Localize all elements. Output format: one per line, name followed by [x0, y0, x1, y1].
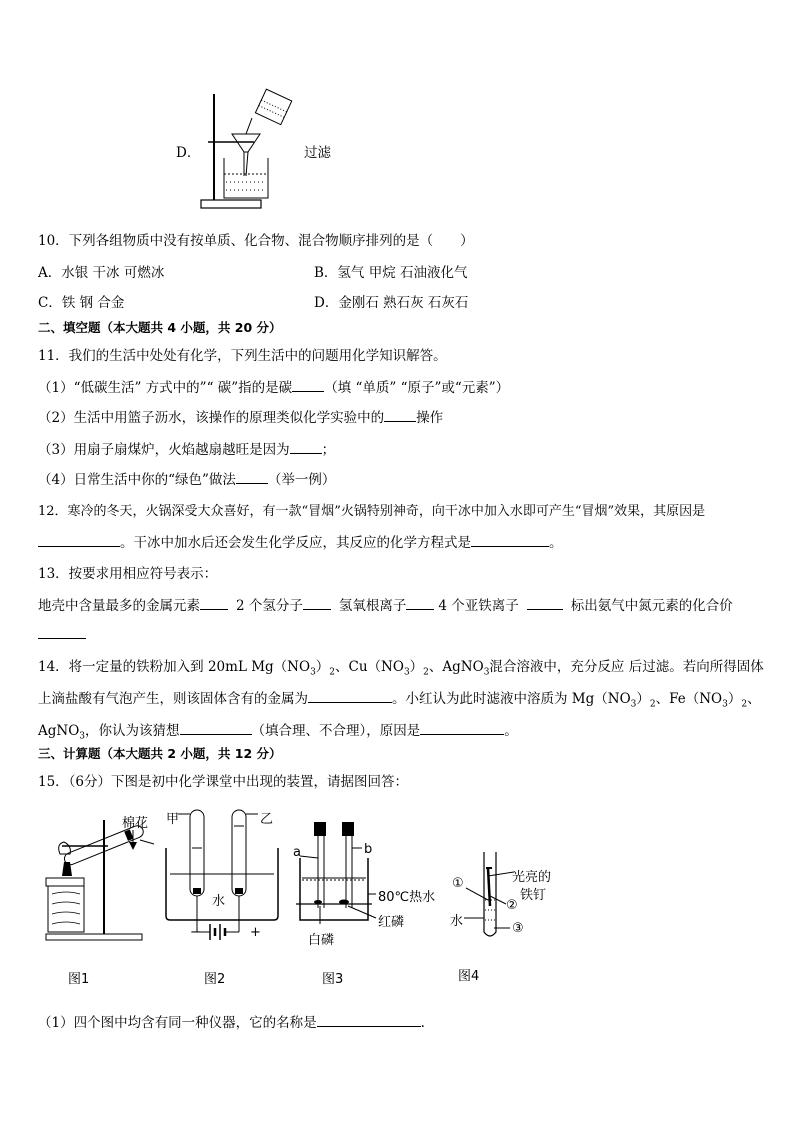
question-13-stem: 13．按要求用相应符号表示：: [38, 566, 218, 582]
shiny-label: 光亮的: [512, 870, 552, 885]
hot-water-label: 80℃热水: [378, 890, 436, 905]
tube-yi-label: 乙: [260, 812, 274, 827]
answer-blank[interactable]: [290, 439, 322, 454]
answer-blank[interactable]: [180, 720, 252, 735]
water-label-fig4: 水: [450, 914, 464, 929]
white-phosphorus-label: 白磷: [308, 933, 335, 948]
answer-blank[interactable]: [292, 377, 324, 392]
figure-3-caption: 图3: [322, 972, 344, 987]
q10-option-a: A．水银 干冰 可燃冰: [38, 265, 165, 281]
figure-4-caption: 图4: [458, 969, 480, 984]
filtration-apparatus-illustration: [196, 88, 306, 214]
cotton-label: 棉花: [122, 816, 149, 831]
positive-terminal-label: +: [250, 925, 261, 940]
tube-jia-label: 甲: [166, 812, 180, 827]
tube-b-label: b: [364, 842, 373, 857]
answer-blank[interactable]: [236, 469, 268, 484]
answer-blank[interactable]: [200, 595, 228, 610]
figure-2-caption: 图2: [204, 972, 226, 987]
answer-blank[interactable]: [420, 720, 504, 735]
q15-part-1: （1）四个图中均含有同一种仪器，它的名称是 .: [38, 1011, 425, 1031]
question-11-stem: 11．我们的生活中处处有化学，下列生活中的问题用化学知识解答。: [38, 348, 447, 364]
option-d-label: D．: [176, 145, 201, 161]
q10-option-d: D．金刚石 熟石灰 石灰石: [314, 295, 469, 311]
water-label: 水: [212, 894, 226, 909]
question-15-stem: 15．（6分）下图是初中化学课堂中出现的装置，请据图回答：: [38, 774, 409, 790]
answer-blank[interactable]: [38, 624, 86, 639]
q11-part-4: （4）日常生活中你的“绿色”做法 （举一例）: [38, 468, 335, 488]
red-phosphorus-label: 红磷: [378, 915, 405, 930]
q11-part-2: （2）生活中用篮子沥水，该操作的原理类似化学实验中的 操作: [38, 406, 443, 426]
answer-blank[interactable]: [38, 532, 120, 547]
marker-2: ②: [506, 898, 518, 913]
q10-option-b: B．氢气 甲烷 石油液化气: [314, 265, 468, 281]
answer-blank[interactable]: [384, 407, 416, 422]
cotton-arrow: [128, 830, 138, 850]
q11-part-1: （1）“低碳生活” 方式中的”“ 碳”指的是碳 （填 “单质” “原子”或“元素”）: [38, 376, 509, 396]
figure-3-illustration: [290, 818, 380, 948]
q13-items: 地壳中含量最多的金属元素 2 个氢分子 氢氧根离子 4 个亚铁离子 标出氨气中氮元素的化合价: [38, 594, 733, 614]
question-14-line-2: 上滴盐酸有气泡产生，则该固体含有的金属为 。小红认为此时滤液中溶质为 $Mg(NO_3)_2$、$Fe(NO_3)_2$、: [38, 687, 761, 710]
question-12-line-2: 。干冰中加水后还会发生化学反应，其反应的化学方程式是 。: [38, 531, 563, 551]
section-heading-calculation: 三、计算题（本大题共 2 小题，共 12 分）: [38, 746, 282, 761]
answer-blank[interactable]: [527, 595, 563, 610]
option-d-caption: 过滤: [304, 145, 331, 161]
answer-blank[interactable]: [308, 688, 392, 703]
figure-2-illustration: [160, 808, 285, 946]
marker-3: ③: [512, 921, 524, 936]
answer-blank[interactable]: [317, 1012, 421, 1027]
section-heading-fill-in: 二、填空题（本大题共 4 小题，共 20 分）: [38, 320, 282, 335]
tube-a-label: a: [293, 845, 301, 860]
answer-blank[interactable]: [303, 595, 331, 610]
negative-terminal-label: −: [190, 925, 201, 940]
marker-1: ①: [452, 876, 464, 891]
q10-option-c: C．铁 钢 合金: [38, 295, 125, 311]
figure-1-illustration: [42, 812, 157, 942]
figure-1-caption: 图1: [68, 972, 90, 987]
nail-label: 铁钉: [520, 888, 547, 903]
question-10-stem: 10．下列各组物质中没有按单质、化合物、混合物顺序排列的是（ ）: [38, 233, 474, 249]
q11-part-3: （3）用扇子扇煤炉，火焰越扇越旺是因为 ；: [38, 438, 335, 458]
question-14-line-1: 14．将一定量的铁粉加入到 20mL $Mg(NO_3)_2$、$Cu(NO_3)_2$、AgNO$_3$混合溶液中，充分反应 后过滤。若向所得固体: [38, 659, 764, 678]
answer-blank[interactable]: [406, 595, 434, 610]
answer-blank[interactable]: [471, 532, 549, 547]
question-12-line-1: 12．寒冷的冬天，火锅深受大众喜好，有一款“冒烟”火锅特别神奇，向干冰中加入水即可产生“冒烟”效果，其原因是: [38, 504, 706, 519]
question-14-line-3: AgNO$_3$，你认为该猜想 （填合理、不合理），原因是 。: [38, 719, 518, 742]
